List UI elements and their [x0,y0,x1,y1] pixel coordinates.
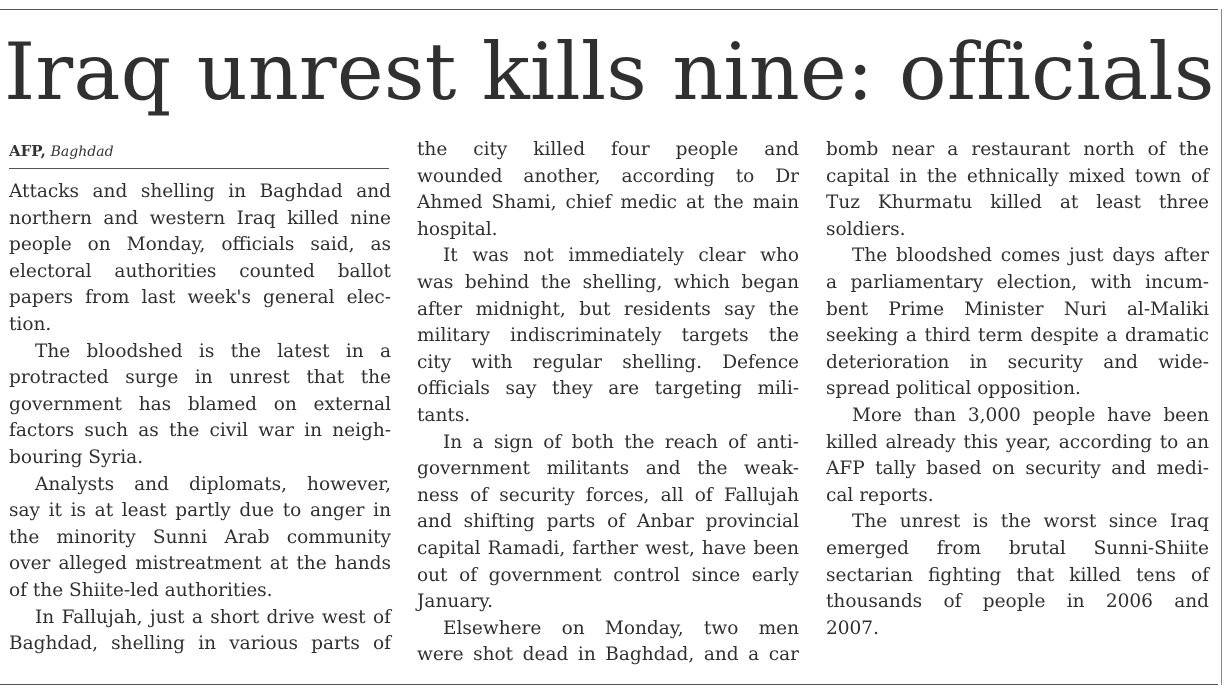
text-line: protracted surge in unrest that the [9,367,391,389]
text-line: spread political opposition. [826,378,1081,400]
text-line: AFP tally based on security and medi- [826,458,1209,480]
byline-city: Baghdad [50,144,114,160]
text-line: tants. [417,404,471,426]
text-line: capital in the ethnically mixed town of [826,165,1209,187]
text-line: factors such as the civil war in neigh- [9,420,391,442]
article-column-3 [826,137,1209,642]
article-column-2 [417,137,799,669]
text-line: Analysts and diplomats, however, [35,473,391,495]
text-line: were shot dead in Baghdad, and a car [417,644,799,666]
text-line: the minority Sunni Arab community [9,526,391,548]
text-line: cal reports. [826,484,934,506]
text-line: northern and western Iraq killed nine [9,207,391,229]
text-line: Elsewhere on Monday, two men [443,617,799,639]
text-line: In a sign of both the reach of anti- [443,431,799,453]
text-line: sectarian fighting that killed tens of [826,564,1209,586]
text-line: The bloodshed is the latest in a [35,340,391,362]
text-line: seeking a third term despite a dramatic [826,325,1209,347]
text-line: out of government control since early [417,564,799,586]
text-line: soldiers. [826,218,906,240]
text-line: officials say they are targeting mili- [417,378,799,400]
text-line: papers from last week's general elec- [9,287,391,309]
text-line: The bloodshed comes just days after [852,245,1209,267]
text-line: hospital. [417,218,498,240]
text-line: government has blamed on external [9,393,391,415]
text-line: In Fallujah, just a short drive west of [35,606,391,628]
text-line: Tuz Khurmatu killed at least three [826,192,1209,214]
text-line: a parliamentary election, with incum- [826,271,1209,293]
text-line: More than 3,000 people have been [852,404,1209,426]
text-line: city with regular shelling. Defence [417,351,799,373]
text-line: people on Monday, officials said, as [9,234,391,256]
text-line: emerged from brutal Sunni-Shiite [826,537,1209,559]
byline-rule [9,168,389,169]
byline-agency: AFP, [9,142,46,160]
text-line: bouring Syria. [9,446,144,468]
text-line: killed already this year, according to an [826,431,1209,453]
text-line: was behind the shelling, which began [417,271,799,293]
text-line: and shifting parts of Anbar provincial [417,511,799,533]
text-line: electoral authorities counted ballot [9,260,391,282]
text-line: Attacks and shelling in Baghdad and [9,181,391,202]
text-line: government militants and the weak- [417,458,799,480]
text-line: 2007. [826,617,879,639]
text-line: Ahmed Shami, chief medic at the main [417,192,799,214]
text-line: It was not immediately clear who [443,245,799,267]
headline: Iraq unrest kills nine: officials [4,26,1215,118]
text-line: of the Shiite-led authorities. [9,579,273,601]
text-line: deterioration in security and wide- [826,351,1209,373]
text-line: bomb near a restaurant north of the [826,139,1209,160]
text-line: bent Prime Minister Nuri al-Maliki [826,298,1209,320]
right-border [1221,9,1222,685]
text-line: thousands of people in 2006 and [826,591,1209,613]
text-line: say it is at least partly due to anger in [9,500,391,522]
text-line: The unrest is the worst since Iraq [852,511,1209,533]
text-line: tion. [9,313,52,335]
bottom-rule [0,684,1218,685]
text-line: capital Ramadi, farther west, have been [417,537,799,559]
text-line: wounded another, according to Dr [417,165,799,187]
text-line: ness of security forces, all of Fallujah [417,484,799,506]
top-rule [0,9,1218,10]
text-line: military indiscriminately targets the [417,325,799,347]
byline [9,141,389,162]
text-line: Baghdad, shelling in various parts of [9,633,391,655]
article-column-1 [9,179,391,658]
text-line: after midnight, but residents say the [417,298,799,320]
text-line: over alleged mistreatment at the hands [9,553,391,575]
text-line: the city killed four people and [417,139,799,160]
text-line: January. [417,591,494,613]
